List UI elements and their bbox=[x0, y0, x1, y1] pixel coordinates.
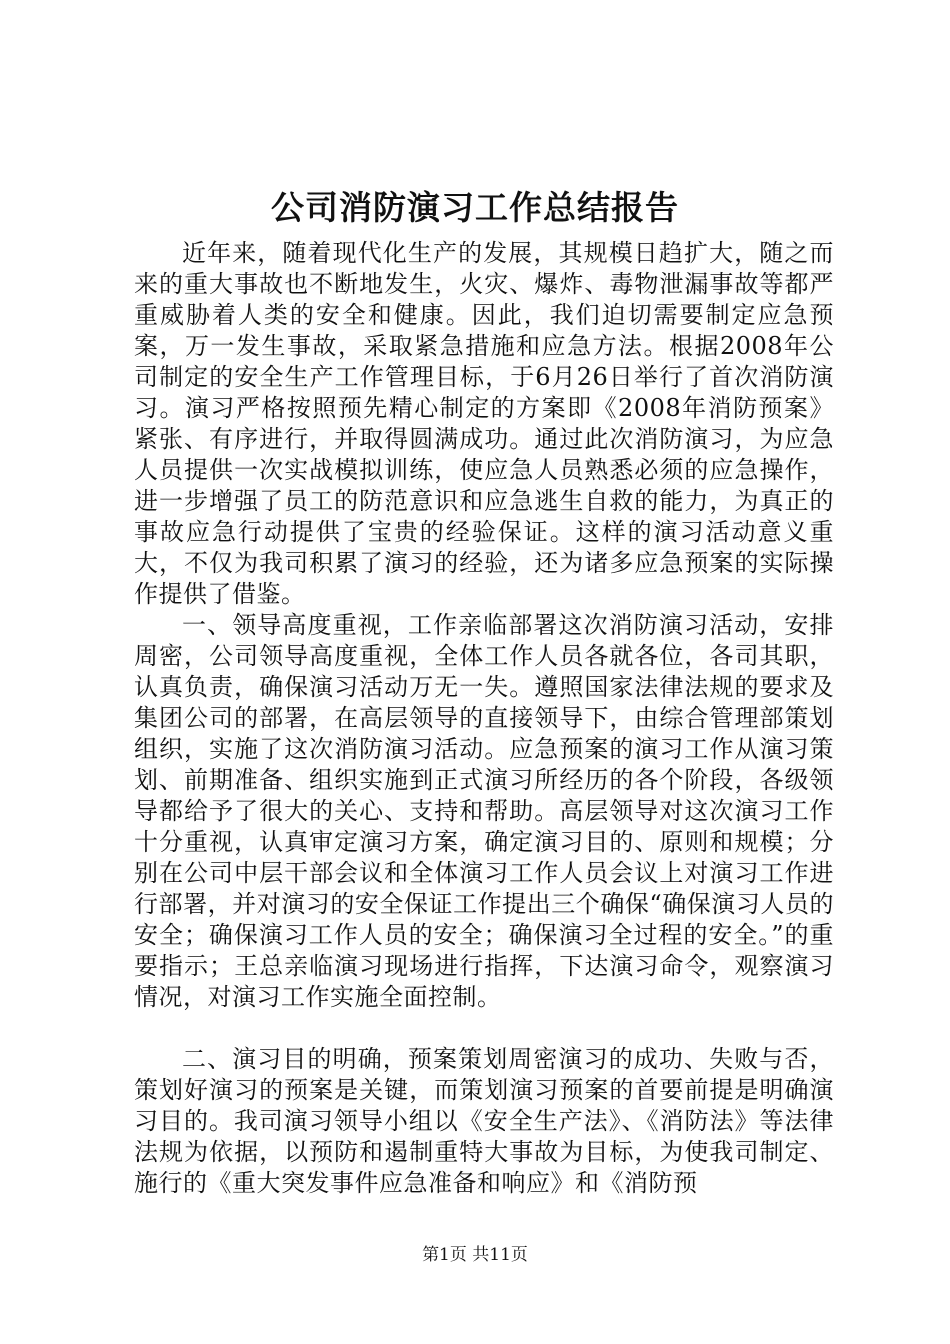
paragraph-section-2: 二、演习目的明确，预案策划周密演习的成功、失败与否，策划好演习的预案是关键，而策划演习预案的首要前提是明确演习目的。我司演习领导小组以《安全生产法》、《消防法》等法律法规为依据，以预防和遏制重特大事故为目标，为使我司制定、施行的《重大突发事件应急准备和响应》和《消防预 bbox=[134, 1045, 834, 1197]
page-footer: 第1页 共11页 bbox=[422, 1245, 528, 1265]
paragraph-section-1: 一、领导高度重视，工作亲临部署这次消防演习活动，安排周密，公司领导高度重视，全体工作人员各就各位，各司其职，认真负责，确保演习活动万无一失。遵照国家法律法规的要求及集团公司的部署，在高层领导的直接领导下，由综合管理部策划组织，实施了这次消防演习活动。应急预案的演习工作从演习策划、前期准备、组织实施到正式演习所经历的各个阶段，各级领导都给予了很大的关心、支持和帮助。高层领导对这次演习工作十分重视，认真审定演习方案，确定演习目的、原则和规模；分别在公司中层干部会议和全体演习工作人员会议上对演习工作进行部署，并对演习的安全保证工作提出三个确保“确保演习人员的安全；确保演习工作人员的安全；确保演习全过程的安全。”的重要指示；王总亲临演习现场进行指挥，下达演习命令，观察演习情况，对演习工作实施全面控制。 bbox=[134, 611, 834, 1011]
document-body bbox=[134, 238, 834, 1199]
paragraph-intro: 近年来，随着现代化生产的发展，其规模日趋扩大，随之而来的重大事故也不断地发生，火灾、爆炸、毒物泄漏事故等都严重威胁着人类的安全和健康。因此，我们迫切需要制定应急预案，万一发生事故，采取紧急措施和应急方法。根据2008年公司制定的安全生产工作管理目标，于6月26日举行了首次消防演习。演习严格按照预先精心制定的方案即《2008年消防预案》紧张、有序进行，并取得圆满成功。通过此次消防演习，为应急人员提供一次实战模拟训练，使应急人员熟悉必须的应急操作，进一步增强了员工的防范意识和应急逃生自救的能力，为真正的事故应急行动提供了宝贵的经验保证。这样的演习活动意义重大，不仅为我司积累了演习的经验，还为诸多应急预案的实际操作提供了借鉴。 bbox=[134, 239, 834, 608]
document-title: 公司消防演习工作总结报告 bbox=[271, 188, 679, 227]
